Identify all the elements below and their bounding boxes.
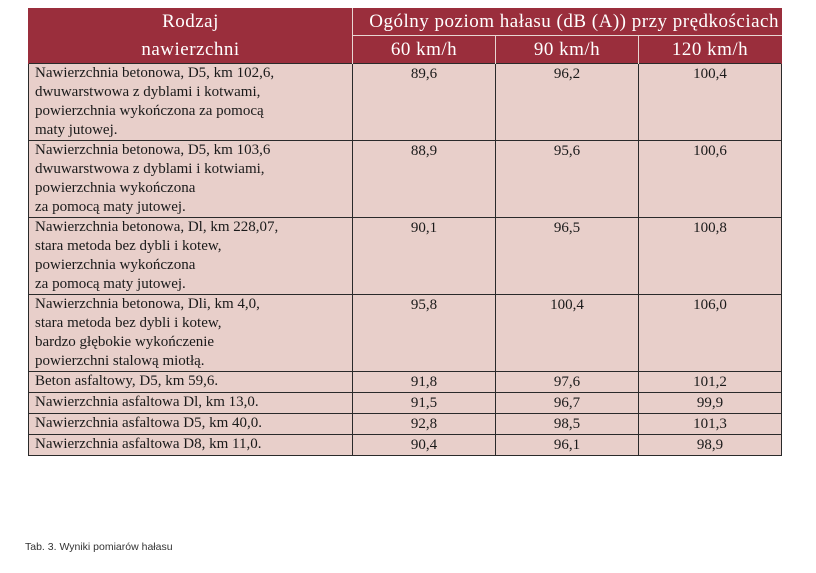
surface-description-line: Nawierzchnia asfaltowa D5, km 40,0. [35, 415, 263, 431]
surface-description-line: za pomocą maty jutowej. [35, 199, 186, 215]
table-row [29, 414, 782, 435]
header-noise-level-group: Ogólny poziom hałasu (dB (A)) przy prędkościach [353, 8, 782, 36]
noise-60-cell: 89,6 [353, 64, 496, 141]
table-caption: Tab. 3. Wyniki pomiarów hałasu [25, 541, 173, 553]
surface-description-cell [29, 64, 353, 141]
noise-120-cell: 98,9 [639, 435, 782, 456]
surface-description-line: Nawierzchnia asfaltowa Dl, km 13,0. [35, 394, 259, 410]
surface-description-cell [29, 393, 353, 414]
surface-description-cell [29, 218, 353, 295]
noise-60-cell: 90,4 [353, 435, 496, 456]
surface-description-cell [29, 414, 353, 435]
header-speed-60: 60 km/h [353, 36, 496, 64]
surface-description-line: stara metoda bez dybli i kotew, [35, 315, 222, 331]
table-row [29, 218, 782, 295]
table-row [29, 372, 782, 393]
surface-description-cell [29, 141, 353, 218]
noise-120-cell: 101,2 [639, 372, 782, 393]
table-row [29, 141, 782, 218]
surface-description-line: Nawierzchnia betonowa, Dli, km 4,0, [35, 296, 260, 312]
noise-60-cell: 92,8 [353, 414, 496, 435]
noise-120-cell: 100,4 [639, 64, 782, 141]
table-row [29, 435, 782, 456]
noise-120-cell: 99,9 [639, 393, 782, 414]
noise-90-cell: 96,1 [496, 435, 639, 456]
surface-description-line: Nawierzchnia betonowa, D5, km 103,6 [35, 142, 271, 158]
surface-description-cell [29, 435, 353, 456]
surface-description-line: Beton asfaltowy, D5, km 59,6. [35, 373, 219, 389]
table-row [29, 393, 782, 414]
noise-measurement-table [28, 8, 782, 456]
noise-60-cell: 91,5 [353, 393, 496, 414]
surface-description-line: Nawierzchnia betonowa, Dl, km 228,07, [35, 219, 279, 235]
noise-90-cell: 98,5 [496, 414, 639, 435]
noise-90-cell: 95,6 [496, 141, 639, 218]
noise-90-cell: 96,5 [496, 218, 639, 295]
noise-120-cell: 100,6 [639, 141, 782, 218]
noise-120-cell: 106,0 [639, 295, 782, 372]
noise-60-cell: 91,8 [353, 372, 496, 393]
surface-description-line: stara metoda bez dybli i kotew, [35, 238, 222, 254]
surface-description-line: bardzo głębokie wykończenie [35, 334, 215, 350]
noise-60-cell: 95,8 [353, 295, 496, 372]
noise-90-cell: 97,6 [496, 372, 639, 393]
table-row [29, 64, 782, 141]
noise-120-cell: 100,8 [639, 218, 782, 295]
table-body [29, 64, 782, 456]
surface-description-line: za pomocą maty jutowej. [35, 276, 186, 292]
surface-description-line: dwuwarstwowa z dyblami i kotwiami, [35, 161, 265, 177]
noise-90-cell: 96,7 [496, 393, 639, 414]
surface-description-line: powierzchnia wykończona [35, 257, 196, 273]
noise-90-cell: 100,4 [496, 295, 639, 372]
surface-description-cell [29, 372, 353, 393]
noise-table-container [28, 8, 781, 456]
noise-60-cell: 90,1 [353, 218, 496, 295]
surface-description-line: Nawierzchnia betonowa, D5, km 102,6, [35, 65, 275, 81]
noise-60-cell: 88,9 [353, 141, 496, 218]
surface-description-cell [29, 295, 353, 372]
surface-description-line: dwuwarstwowa z dyblami i kotwami, [35, 84, 261, 100]
table-row [29, 295, 782, 372]
surface-description-line: maty jutowej. [35, 122, 118, 138]
table-header [29, 8, 782, 64]
noise-120-cell: 101,3 [639, 414, 782, 435]
noise-90-cell: 96,2 [496, 64, 639, 141]
header-surface-type-line1: Rodzaj [29, 8, 353, 36]
surface-description-line: Nawierzchnia asfaltowa D8, km 11,0. [35, 436, 262, 452]
surface-description-line: powierzchnia wykończona [35, 180, 196, 196]
header-speed-90: 90 km/h [496, 36, 639, 64]
surface-description-line: powierzchni stalową miotłą. [35, 353, 205, 369]
surface-description-line: powierzchnia wykończona za pomocą [35, 103, 264, 119]
header-speed-120: 120 km/h [639, 36, 782, 64]
header-surface-type-line2: nawierzchni [29, 36, 353, 64]
